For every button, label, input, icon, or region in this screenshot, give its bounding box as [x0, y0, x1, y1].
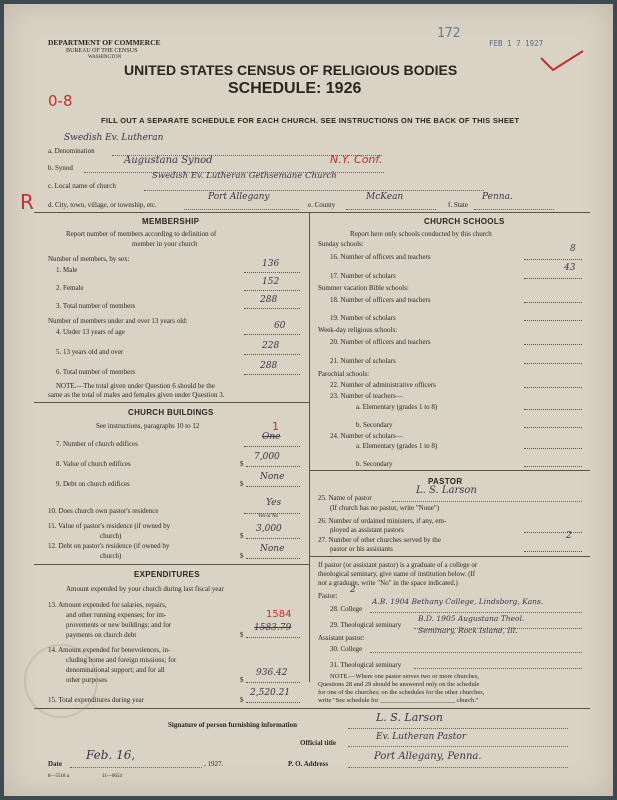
q14-value: 936.42 — [256, 668, 288, 678]
state-label: f. State — [448, 201, 468, 209]
schedule-title: SCHEDULE: 1926 — [228, 80, 362, 97]
address-label: P. O. Address — [288, 760, 329, 768]
q14-label-4: other purposes — [66, 676, 108, 684]
graduate-note: If pastor (or assistant pastor) is a graduate of a college or — [318, 561, 478, 569]
q13-label: 13. Amount expended for salaries, repairs, — [48, 601, 167, 609]
q26-label: 26. Number of ordained ministers, if any, em- — [318, 517, 447, 525]
graduate-note-3: not a graduate, write "No" in the space indicated.) — [318, 579, 458, 587]
q10-label: 10. Does church own pastor's residence — [48, 507, 159, 515]
q7-value: One — [262, 432, 281, 442]
membership-heading: MEMBERSHIP — [142, 217, 200, 226]
q11-label-2: church) — [100, 532, 122, 540]
q28-label: 28. College — [330, 605, 363, 613]
q4-label: 4. Under 13 years of age — [56, 328, 125, 336]
q29-value-2: Seminary, Rock Island, Ill. — [418, 626, 518, 635]
q8-value: 7,000 — [254, 452, 280, 462]
age-intro: Number of members under and over 13 years old: — [48, 317, 188, 325]
q25-label: 25. Name of pastor — [318, 494, 372, 502]
q21-label: 21. Number of scholars — [330, 357, 396, 365]
q14-label-3: denominational support; and for all — [66, 666, 165, 674]
q9-dollar: $ — [240, 480, 244, 488]
signature-label: Signature of person furnishing information — [168, 721, 297, 729]
q12-dollar: $ — [240, 552, 244, 560]
margin-code: 0-8 — [48, 92, 73, 110]
q29-value: B.D. 1905 Augustana Theol. — [418, 614, 525, 623]
q30-label: 30. College — [330, 645, 363, 653]
buildings-heading: CHURCH BUILDINGS — [128, 408, 214, 417]
date-year: , 1927. — [204, 760, 224, 768]
signature-value: L. S. Larson — [376, 711, 443, 724]
synod-label: b. Synod — [48, 164, 73, 172]
q10-value: Yes — [266, 498, 282, 508]
q31-label: 31. Theological seminary — [330, 661, 402, 669]
weekday-label: Week-day religious schools: — [318, 326, 398, 334]
q13-label-3: provements or new buildings; and for — [66, 621, 172, 629]
county-label: e. County — [308, 201, 336, 209]
q27-value: 2 — [566, 531, 572, 541]
fill-instruction: FILL OUT A SEPARATE SCHEDULE FOR EACH CHURCH. SEE INSTRUCTIONS ON THE BACK OF THIS SHEET — [101, 116, 520, 125]
q19-label: 19. Number of scholars — [330, 314, 396, 322]
schools-heading: CHURCH SCHOOLS — [424, 217, 505, 226]
q13-label-2: and other running expenses; for im- — [66, 611, 167, 619]
census-schedule-sheet — [4, 4, 613, 796]
received-stamp: FEB 1 7 1927 — [489, 39, 544, 48]
q16-value: 8 — [570, 244, 576, 254]
q11-value: 3,000 — [256, 524, 282, 534]
address-value: Port Allegany, Penna. — [374, 751, 482, 762]
q17-label: 17. Number of scholars — [330, 272, 396, 280]
date-label: Date — [48, 760, 62, 768]
q23-label: 23. Number of teachers— — [330, 392, 403, 400]
pastor-count: 2 — [350, 585, 356, 595]
pastor-label: Pastor: — [318, 592, 338, 600]
q15-value: 2,520.21 — [250, 688, 291, 698]
q25-value: L. S. Larson — [416, 485, 477, 496]
q4-value: 60 — [274, 321, 286, 331]
q13-dollar: $ — [240, 631, 244, 639]
q14-label-2: cluding home and foreign missions; for — [66, 656, 177, 664]
q8-label: 8. Value of church edifices — [56, 460, 131, 468]
q25-note: (If church has no pastor, write "None") — [330, 504, 440, 512]
schools-intro: Report here only schools conducted by this church — [350, 230, 492, 238]
form-title: UNITED STATES CENSUS OF RELIGIOUS BODIES — [124, 62, 458, 78]
q15-label: 15. Total expenditures during year — [48, 696, 144, 704]
q6-value: 288 — [260, 361, 278, 371]
membership-note: NOTE.—The total given under Question 6 should be the — [56, 382, 215, 390]
official-title-value: Ev. Lutheran Pastor — [376, 732, 467, 742]
q26-label-2: ployed as assistant pastors — [330, 526, 404, 534]
q1-value: 136 — [262, 259, 280, 269]
q23a-label: a. Elementary (grades 1 to 8) — [356, 403, 438, 411]
q3-label: 3. Total number of members — [56, 302, 136, 310]
margin-r: R — [20, 190, 34, 214]
q11-label: 11. Value of pastor's residence (if owned by — [48, 522, 171, 530]
county-value: McKean — [366, 192, 404, 202]
q13-correction: 1584 — [266, 609, 292, 620]
q14-label: 14. Amount expended for benevolences, in- — [48, 646, 171, 654]
q2-value: 152 — [262, 277, 280, 287]
q12-label-2: church) — [100, 552, 122, 560]
q24b-label: b. Secondary — [356, 460, 393, 468]
membership-note-2: same as the total of males and females given under Question 3. — [48, 391, 225, 399]
q20-label: 20. Number of officers and teachers — [330, 338, 431, 346]
q23b-label: b. Secondary — [356, 421, 393, 429]
city-label: d. City, town, village, or township, etc. — [48, 201, 157, 209]
by-sex-label: Number of members, by sex: — [48, 255, 130, 263]
graduate-note-2: theological seminary, give name of institution below. (If — [318, 570, 476, 578]
local-name-value: Swedish Ev. Lutheran Gethsemane Church — [152, 171, 337, 181]
pastor-note-4: write "See schedule for _______________________ church." — [318, 697, 479, 704]
q27-label: 27. Number of other churches served by the — [318, 536, 441, 544]
synod-value: Augustana Synod — [124, 155, 213, 166]
q13-label-4: payments on church debt — [66, 631, 137, 639]
city-heading: WASHINGTON — [88, 55, 122, 60]
q6-label: 6. Total number of members — [56, 368, 136, 376]
dept-heading: DEPARTMENT OF COMMERCE — [48, 38, 161, 47]
city-value: Port Allegany — [208, 192, 270, 202]
pastor-heading: PASTOR — [428, 477, 463, 486]
local-name-label: c. Local name of church — [48, 182, 116, 190]
expenditures-intro: Amount expended by your church during last fiscal year — [66, 585, 224, 593]
parochial-label: Parochial schools: — [318, 370, 370, 378]
official-title-label: Official title — [300, 739, 336, 747]
buildings-intro: See instructions, paragraphs 10 to 12 — [96, 422, 200, 430]
seal-impression — [24, 644, 98, 718]
q28-value: A.B. 1904 Bethany College, Lindsborg, Kans. — [372, 597, 544, 606]
pastor-note: NOTE.—Where one pastor serves two or more churches, — [330, 673, 479, 680]
yes-no-hint: Yes or No — [258, 514, 279, 519]
q18-label: 18. Number of officers and teachers — [330, 296, 431, 304]
q2-label: 2. Female — [56, 284, 84, 292]
q7-correction: 1 — [272, 420, 279, 433]
assistant-label: Assistant pastor: — [318, 634, 365, 642]
q8-dollar: $ — [240, 460, 244, 468]
denomination-label: a. Denomination — [48, 147, 95, 155]
bureau-heading: BUREAU OF THE CENSUS — [66, 48, 138, 54]
state-value: Penna. — [482, 192, 513, 202]
q22-label: 22. Number of administrative officers — [330, 381, 436, 389]
q11-dollar: $ — [240, 532, 244, 540]
q27-label-2: pastor or his assistants — [330, 545, 393, 553]
q17-value: 43 — [564, 263, 576, 273]
q24a-label: a. Elementary (grades 1 to 8) — [356, 442, 438, 450]
pastor-note-2: Questions 28 and 29 should be answered only on the schedule — [318, 681, 480, 688]
membership-intro: Report number of members according to definition of — [66, 230, 217, 238]
summer-label: Summer vacation Bible schools: — [318, 284, 409, 292]
q12-label: 12. Debt on pastor's residence (if owned by — [48, 542, 170, 550]
q24-label: 24. Number of scholars— — [330, 432, 403, 440]
q9-label: 9. Debt on church edifices — [56, 480, 130, 488]
q15-dollar: $ — [240, 696, 244, 704]
q7-label: 7. Number of church edifices — [56, 440, 138, 448]
form-number: 8—5518 a — [48, 774, 69, 779]
q29-label: 29. Theological seminary — [330, 621, 402, 629]
print-number: 11—0654 — [102, 774, 122, 779]
q16-label: 16. Number of officers and teachers — [330, 253, 431, 261]
q1-label: 1. Male — [56, 266, 78, 274]
q12-value: None — [260, 544, 285, 554]
q3-value: 288 — [260, 295, 278, 305]
date-value: Feb. 16, — [86, 748, 136, 762]
q5-value: 228 — [262, 341, 280, 351]
q13-value: 1583.79 — [254, 623, 292, 633]
q14-dollar: $ — [240, 676, 244, 684]
denomination-value: Swedish Ev. Lutheran — [64, 133, 164, 143]
checkmark-icon — [539, 48, 587, 74]
conference-note: N.Y. Conf. — [330, 153, 383, 166]
sunday-label: Sunday schools: — [318, 240, 364, 248]
expenditures-heading: EXPENDITURES — [134, 570, 200, 579]
q5-label: 5. 13 years old and over — [56, 348, 124, 356]
stamp-number: 172 — [437, 26, 461, 41]
membership-intro-2: member in your church — [132, 240, 198, 248]
pastor-note-3: for one of the churches; on the schedules for the other churches, — [318, 689, 485, 696]
q9-value: None — [260, 472, 285, 482]
